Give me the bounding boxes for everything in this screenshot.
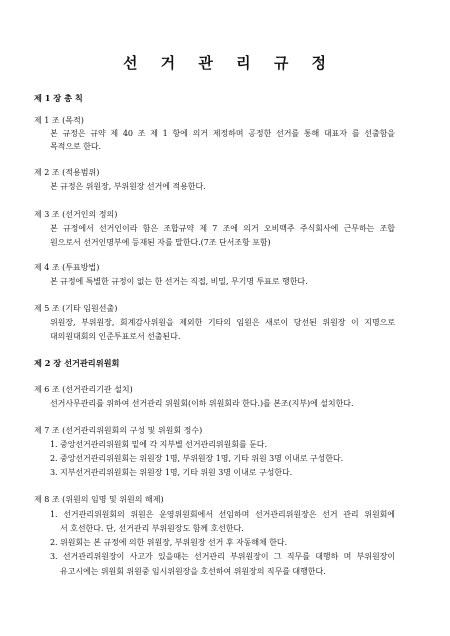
article-6-line-1: 선거사무관리를 위하여 선거관리 위원회(이하 위원회라 한다.)를 본조(지부)에 설치한다.	[50, 399, 354, 408]
article-8-item-3-line-2: 유고시에는 위원회 위원중 임시위원장을 호선하여 위원장의 직무를 대행한다.	[60, 567, 326, 576]
article-8-item-1-line-1: 1. 선거관리위원회의 위원은 운영위원회에서 선임하며 선거관리위원장은 선거 관리 위원회에	[50, 510, 395, 519]
article-5-line-1: 위원장, 부위원장, 회계감사위원을 제외한 기타의 임원은 새로이 당선된 위원장 이 지명으로	[50, 318, 395, 327]
article-7-item-1: 1. 중앙선거관리위원회 밑에 각 지부별 선거관리위원회를 둔다.	[50, 440, 267, 449]
article-4-heading: 제 4 조 (투표방법)	[34, 263, 100, 272]
article-3-line-1: 본 규정에서 선거인이라 함은 조합규약 제 7 조에 의거 오비맥주 주식회사에 근무하는 조합	[50, 224, 395, 233]
article-1-line-2: 목적으로 한다.	[50, 142, 102, 151]
chapter-2-heading: 제 2 장 선거관리위원회	[34, 358, 120, 368]
document-title: 선 거 관 리 규 정	[122, 54, 336, 72]
article-2-heading: 제 2 조 (적용범위)	[34, 168, 100, 177]
article-5-heading: 제 5 조 (기타 임원선출)	[34, 304, 118, 313]
article-1-heading: 제 1 조 (목적)	[34, 116, 84, 125]
article-8-heading: 제 8 조 (위원의 임명 및 위원의 해제)	[34, 495, 164, 504]
article-7-item-3: 3. 지부선거관리위원회는 위원장 1명, 기타 위원 3명 이내로 구성한다.	[50, 468, 293, 477]
article-7-heading: 제 7 조 (선거관리위원회의 구성 및 위원회 정수)	[34, 426, 203, 435]
article-6-heading: 제 6 조 (선거관리기관 설치)	[34, 385, 133, 394]
chapter-1-heading: 제 1 장 총 칙	[34, 93, 83, 103]
article-8-item-1-line-2: 서 호선한다. 단, 선거관리 부위원장도 함께 호선한다.	[60, 524, 244, 533]
article-8-item-2: 2. 위원회는 본 규정에 의한 위원장, 부위원장 선거 후 자동해체 한다.	[50, 538, 288, 547]
article-1-line-1: 본 규정은 규약 제 40 조 제 1 항에 의거 제정하며 공정한 선거를 통해 대표자 를 선출함을	[50, 129, 395, 138]
article-7-item-2: 2. 중앙선거관리위원회는 위원장 1명, 부위원장 1명, 기타 위원 3명 이내로 구성한다.	[50, 454, 344, 463]
article-2-line-1: 본 규정은 위원장, 부위원장 선거에 적용한다.	[50, 182, 206, 191]
article-3-heading: 제 3 조 (선거인의 정의)	[34, 210, 118, 219]
article-8-item-3-line-1: 3. 선거관리위원장이 사고가 있을때는 선거관리 부위원장이 그 직무를 대행하 며 부위원장이	[50, 552, 395, 561]
article-5-line-2: 대의원대회의 인준투표로서 선출된다.	[50, 332, 181, 341]
article-4-line-1: 본 규정에 특별한 규정이 없는 한 선거는 직접, 비밀, 무기명 투표로 행한다.	[50, 277, 308, 286]
article-3-line-2: 원으로서 선거인명부에 등재된 자를 말한다.(7조 단서조항 포함)	[50, 238, 271, 247]
